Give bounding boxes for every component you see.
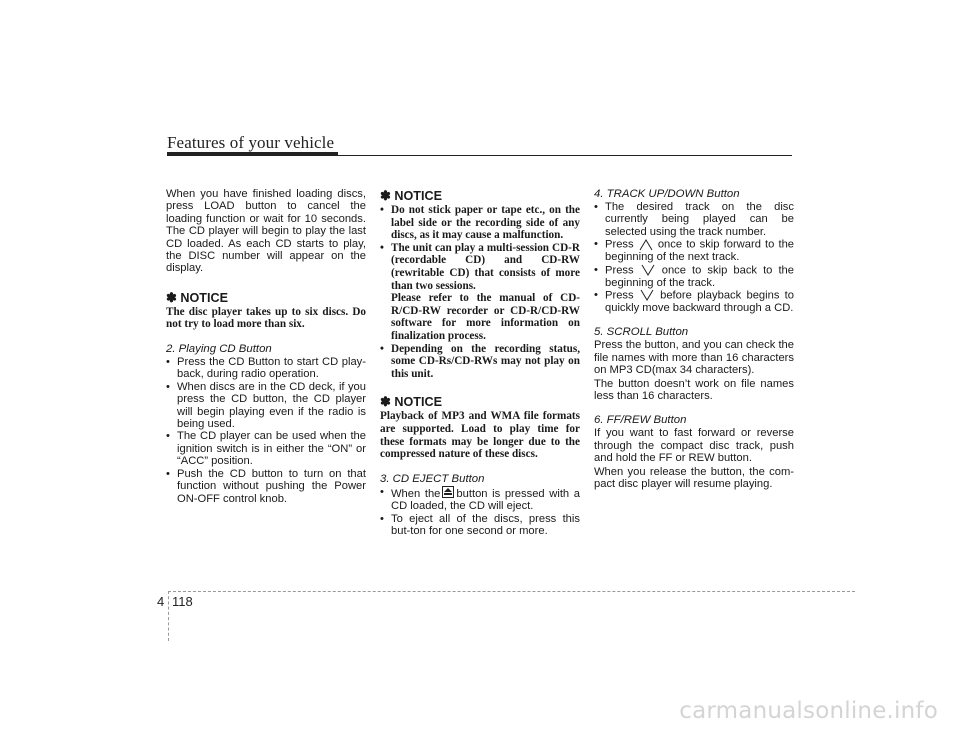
cd-eject-list bbox=[380, 486, 580, 538]
page-header-title: Features of your vehicle bbox=[167, 133, 335, 152]
list-item: • Push the CD button to turn on that function without pushing the Power ON-OFF control knob. bbox=[166, 468, 366, 505]
section-heading-cd-eject: 3. CD EJECT Button bbox=[380, 472, 485, 485]
intro-paragraph: When you have finished loading discs, press LOAD button to cancel the loading function or wait for 10 seconds. The CD player will begin to play the last CD loaded. As each CD starts to play, the DISC number will appear on the display. bbox=[166, 188, 366, 275]
notice-text: Playback of MP3 and WMA file formats are supported. Load to play time for these formats may be longer due to the compressed nature of these discs. bbox=[380, 410, 580, 461]
list-item: • The CD player can be used when the ignition switch is in either the “ON” or “ACC” position. bbox=[166, 430, 366, 467]
track-list bbox=[594, 201, 794, 314]
footer-rule bbox=[168, 591, 855, 592]
list-item: • Press before playback begins to quickly move backward through a CD. bbox=[594, 289, 794, 314]
scroll-paragraph-1: Press the button, and you can check the file names with more than 16 characters on MP3 CD(max 34 characters). bbox=[594, 339, 794, 377]
notice-star-icon: ✽ bbox=[166, 289, 177, 305]
list-item: • The unit can play a multi-session CD-R (recordable CD) and CD-RW (rewritable CD) that consists of more than two sessions. Please refer to the manual of CD-R/CD-RW recorder or CD-R/CD-RW software for more information on finalization process. bbox=[380, 242, 580, 343]
playing-cd-list bbox=[166, 356, 366, 505]
notice-heading: ✽ NOTICE bbox=[380, 394, 442, 410]
list-item: • Do not stick paper or tape etc., on the label side or the recording side of any discs, as it may cause a malfunction. bbox=[380, 204, 580, 242]
section-heading-track: 4. TRACK UP/DOWN Button bbox=[594, 188, 740, 200]
notice-heading: ✽ NOTICE bbox=[380, 188, 442, 203]
scroll-paragraph-2: The button doesn’t work on file names less than 16 characters. bbox=[594, 377, 794, 403]
list-item: • The desired track on the disc currently being played can be selected using the track number. bbox=[594, 201, 794, 238]
ff-rew-paragraph-2: When you release the button, the com-pact disc player will resume playing. bbox=[594, 465, 794, 491]
column-2 bbox=[380, 188, 580, 537]
chevron-up-icon bbox=[638, 238, 654, 251]
section-heading-ff-rew: 6. FF/REW Button bbox=[594, 414, 687, 427]
notice-star-icon: ✽ bbox=[380, 394, 391, 410]
list-item: • Depending on the recording status, some CD-Rs/CD-RWs may not play on this unit. bbox=[380, 343, 580, 381]
notice-heading: ✽ NOTICE bbox=[166, 289, 228, 305]
column-3 bbox=[594, 188, 794, 491]
notice-text: The disc player takes up to six discs. Do not try to load more than six. bbox=[166, 305, 366, 331]
section-heading-playing-cd: 2. Playing CD Button bbox=[166, 343, 272, 356]
chapter-number: 4 bbox=[157, 594, 165, 609]
ff-rew-paragraph-1: If you want to fast forward or reverse through the compact disc track, push and hold the FF or REW button. bbox=[594, 427, 794, 465]
footer-vertical-rule bbox=[168, 591, 169, 641]
header-rule-thin bbox=[338, 155, 792, 156]
list-item: • When the button is pressed with a CD loaded, the CD will eject. bbox=[380, 486, 580, 513]
eject-icon bbox=[442, 486, 454, 498]
list-item: • Press once to skip forward to the beginning of the next track. bbox=[594, 238, 794, 263]
notice-star-icon: ✽ bbox=[380, 188, 391, 203]
notice-extra-text: Please refer to the manual of CD-R/CD-RW recorder or CD-R/CD-RW software for more information on finalization process. bbox=[391, 292, 580, 342]
page-number: 118 bbox=[172, 594, 193, 609]
list-item: • Press the CD Button to start CD play-back, during radio operation. bbox=[166, 356, 366, 381]
column-1 bbox=[166, 188, 366, 505]
list-item: • Press once to skip back to the beginning of the track. bbox=[594, 264, 794, 289]
list-item: • When discs are in the CD deck, if you press the CD button, the CD player will begin playing even if the radio is being used. bbox=[166, 381, 366, 431]
watermark: carmanualsonline.info bbox=[679, 698, 938, 724]
section-heading-scroll: 5. SCROLL Button bbox=[594, 326, 689, 339]
header-rule-thick bbox=[167, 152, 338, 156]
chevron-down-icon bbox=[640, 264, 656, 277]
chevron-down-icon bbox=[639, 289, 655, 302]
notice-cd-list bbox=[380, 204, 580, 380]
list-item: • To eject all of the discs, press this but-ton for one second or more. bbox=[380, 513, 580, 538]
